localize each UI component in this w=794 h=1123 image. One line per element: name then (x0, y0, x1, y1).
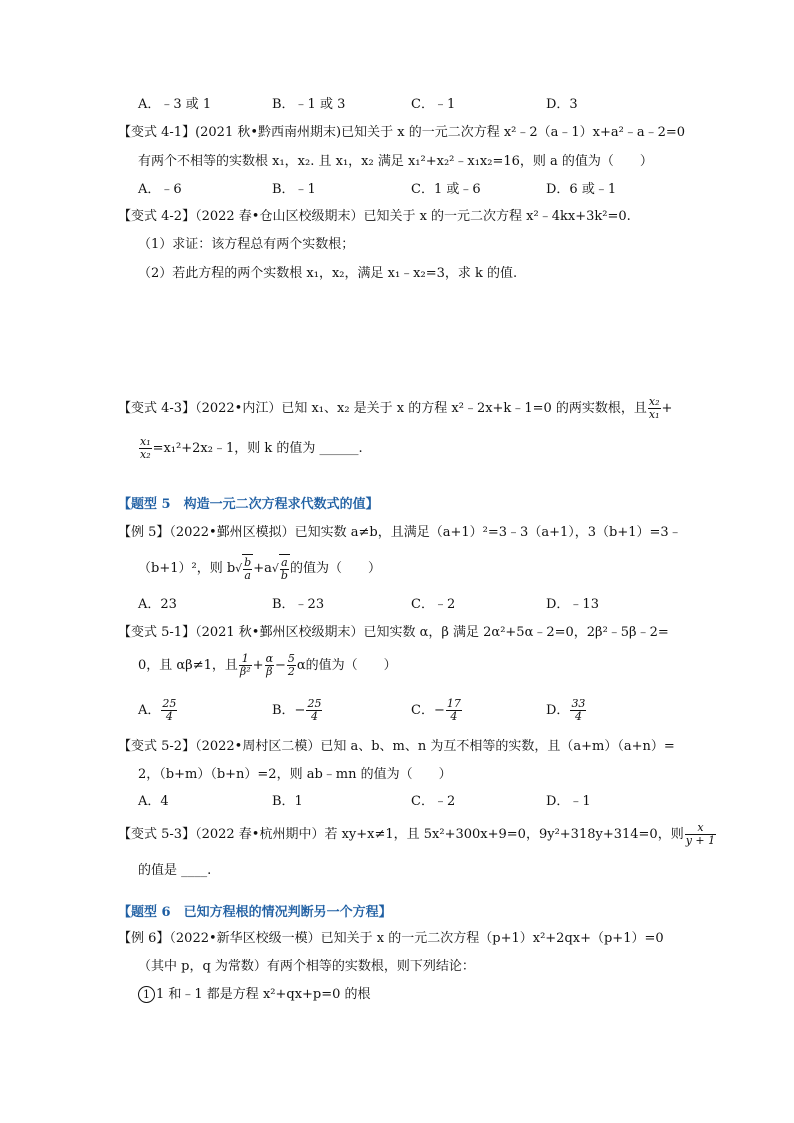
ex6-line2: （其中 p，q 为常数）有两个相等的实数根，则下列结论： (138, 959, 475, 974)
ex6-item1: 1 1 和﹣1 都是方程 x²+qx+p=0 的根 (138, 986, 371, 1004)
option-a: A．﹣6 (138, 182, 182, 197)
option-c: C．﹣2 (411, 794, 456, 809)
fraction-x-over-y-plus-1: $\frac{x}{y + 1}$ (685, 821, 716, 847)
v52-line2: 2，（b+m）（b+n）=2，则 ab﹣mn 的值为（ ） (138, 767, 452, 782)
option-b: B．﹣23 (272, 597, 325, 612)
sqrt-a-over-b: √ $\frac{a}{b}$ (271, 555, 288, 582)
v52-line1: 【变式 5-2】（2022•周村区二模）已知 a、b、m、n 为互不相等的实数，且（a+m）（a+n）= (118, 739, 675, 754)
v42-line1: 【变式 4-2】（2022 春•仓山区校级期末）已知关于 x 的一元二次方程 x²﹣4kx+3k²=0. (118, 209, 631, 224)
v41-line2: 有两个不相等的实数根 x₁，x₂. 且 x₁，x₂ 满足 x₁²+x₂²﹣x₁x₂=16，则 a 的值为（ ） (138, 154, 653, 169)
ex6-line1: 【例 6】（2022•新华区校级一模）已知关于 x 的一元二次方程（p+1）x²+2qx+（p+1）=0 (118, 931, 664, 946)
v42-q1: （1）求证：该方程总有两个实数根； (138, 237, 355, 252)
v53-line2: 的值是 ____. (138, 863, 212, 878)
option-b: B．﹣1 (272, 182, 316, 197)
option-c: C．− $\frac{17}{4}$ (411, 697, 461, 723)
option-c: C．1 或﹣6 (411, 182, 481, 197)
option-d: D．3 (546, 97, 578, 112)
v41-line1: 【变式 4-1】(2021 秋•黔西南州期末)已知关于 x 的一元二次方程 x²﹣2（a﹣1）x+a²﹣a﹣2=0 (118, 125, 686, 140)
option-d: D． $\frac{33}{4}$ (546, 697, 586, 723)
v41-options (0, 181, 794, 199)
ex5-line1: 【例 5】（2022•鄞州区模拟）已知实数 a≠b，且满足（a+1）²=3﹣3（a+1），3（b+1）=3﹣ (118, 525, 682, 540)
v53-line1: 【变式 5-3】（2022 春•杭州期中）若 xy+x≠1，且 5x²+300x+9=0，9y²+318y+314=0，则 $\frac{x}{y + 1}$ (118, 821, 716, 847)
fraction-x1-over-x2: $\frac{\text{x₁}}{\text{x₂}}$ (140, 435, 151, 461)
v43-line2: $\frac{\text{x₁}}{\text{x₂}}$ =x₁²+2x₂﹣1，则 k 的值为 ______. (140, 435, 363, 461)
option-a: A． $\frac{25}{4}$ (138, 697, 177, 723)
fraction-1-over-beta2: $\frac{1}{\text{β²}}$ (239, 652, 251, 678)
option-c: C．﹣2 (411, 597, 456, 612)
v42-q2: （2）若此方程的两个实数根 x₁，x₂，满足 x₁﹣x₂=3，求 k 的值. (138, 266, 518, 281)
v43-text: 【变式 4-3】（2022•内江）已知 x₁、x₂ 是关于 x 的方程 x²﹣2x+k﹣1=0 的两实数根，且 (118, 401, 647, 416)
fraction-5-over-2: $\frac{5}{2}$ (287, 652, 295, 678)
v51-line2: 0，且 αβ≠1，且 $\frac{1}{\text{β²}}$ + $\frac{\alpha}{\beta}$ − $\frac{5}{2}$ α的值为（ ） (138, 652, 397, 678)
sqrt-b-over-a: √ $\frac{b}{a}$ (235, 555, 252, 582)
section-6-title: 【题型 6 已知方程根的情况判断另一个方程】 (118, 905, 392, 920)
ex5-line2: （b+1）²，则 b√ $\frac{b}{a}$ +a√ $\frac{a}{b}$ 的值为（ ） (138, 555, 381, 582)
option-b: B．﹣1 或 3 (272, 97, 346, 112)
option-a: A．﹣3 或 1 (138, 97, 212, 112)
v51-line1: 【变式 5-1】（2021 秋•鄞州区校级期末）已知实数 α，β 满足 2α²+5α﹣2=0，2β²﹣5β﹣2= (118, 625, 669, 640)
option-b: B．1 (272, 794, 303, 809)
option-a: A．23 (138, 597, 177, 612)
fraction-x2-over-x1: $\frac{\text{x₂}}{\text{x₁}}$ (648, 395, 660, 421)
circled-number: 1 (138, 986, 155, 1003)
option-d: D．﹣13 (546, 597, 599, 612)
ex5-options (0, 596, 794, 614)
v43-line1: 【变式 4-3】（2022•内江）已知 x₁、x₂ 是关于 x 的方程 x²﹣2x+k﹣1=0 的两实数根，且 $\frac{\text{x₂}}{\text{x₁}}$ + (118, 395, 673, 421)
option-c: C．﹣1 (411, 97, 456, 112)
option-b: B．− $\frac{25}{4}$ (272, 697, 322, 723)
option-d: D．6 或﹣1 (546, 182, 617, 197)
option-a: A．4 (138, 794, 169, 809)
v52-options (0, 793, 794, 811)
section-5-title: 【题型 5 构造一元二次方程求代数式的值】 (118, 497, 379, 512)
option-d: D．﹣1 (546, 794, 591, 809)
fraction-alpha-over-beta: $\frac{\alpha}{\beta}$ (265, 652, 273, 678)
v51-options (0, 696, 794, 726)
options-row-prev (0, 96, 794, 114)
